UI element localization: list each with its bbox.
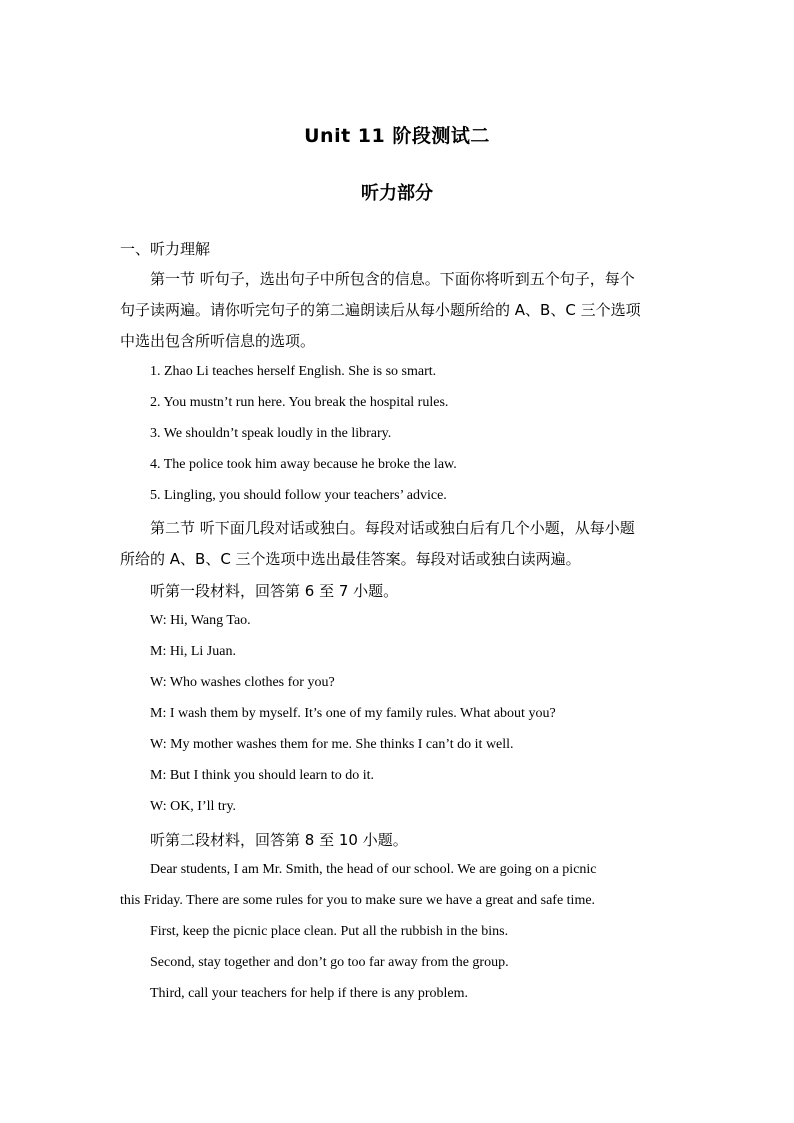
- monologue-line: Third, call your teachers for help if there is any problem.: [150, 986, 468, 1001]
- dialogue-line: W: OK, I’ll try.: [150, 799, 237, 814]
- sentence-3: 3. We shouldn’t speak loudly in the library.: [150, 426, 392, 441]
- page-subtitle: 听力部分: [361, 183, 433, 204]
- monologue-line: Dear students, I am Mr. Smith, the head of our school. We are going on a picnic: [150, 862, 597, 877]
- part1-intro-line2: 句子读两遍。请你听完句子的第二遍朗读后从每小题所给的 A、B、C 三个选项: [120, 301, 641, 319]
- page-title: Unit 11 阶段测试二: [304, 125, 490, 147]
- sentence-1: 1. Zhao Li teaches herself English. She is so smart.: [150, 364, 437, 379]
- part2-intro-line1: 第二节 听下面几段对话或独白。每段对话或独白后有几个小题，从每小题: [150, 519, 635, 537]
- part1-intro-line1: 第一节 听句子，选出句子中所包含的信息。下面你将听到五个句子，每个: [150, 270, 635, 288]
- dialogue-line: W: Hi, Wang Tao.: [150, 613, 251, 628]
- dialogue-line: M: Hi, Li Juan.: [150, 644, 236, 659]
- material1-heading: 听第一段材料，回答第 6 至 7 小题。: [150, 582, 399, 600]
- dialogue-line: W: My mother washes them for me. She thinks I can’t do it well.: [150, 737, 514, 752]
- monologue-line: this Friday. There are some rules for you to make sure we have a great and safe time.: [120, 893, 596, 908]
- dialogue-line: M: I wash them by myself. It’s one of my family rules. What about you?: [150, 706, 556, 721]
- part2-intro-line2: 所给的 A、B、C 三个选项中选出最佳答案。每段对话或独白读两遍。: [120, 550, 581, 568]
- monologue-line: First, keep the picnic place clean. Put all the rubbish in the bins.: [150, 924, 509, 939]
- sentence-5: 5. Lingling, you should follow your teachers’ advice.: [150, 488, 447, 503]
- material2-heading: 听第二段材料，回答第 8 至 10 小题。: [150, 831, 408, 849]
- sentence-4: 4. The police took him away because he broke the law.: [150, 457, 457, 472]
- dialogue-line: W: Who washes clothes for you?: [150, 675, 335, 690]
- dialogue-line: M: But I think you should learn to do it.: [150, 768, 374, 783]
- monologue-line: Second, stay together and don’t go too far away from the group.: [150, 955, 509, 970]
- section-heading: 一、听力理解: [120, 240, 211, 258]
- sentence-2: 2. You mustn’t run here. You break the hospital rules.: [150, 395, 449, 410]
- part1-intro-line3: 中选出包含所听信息的选项。: [120, 332, 316, 350]
